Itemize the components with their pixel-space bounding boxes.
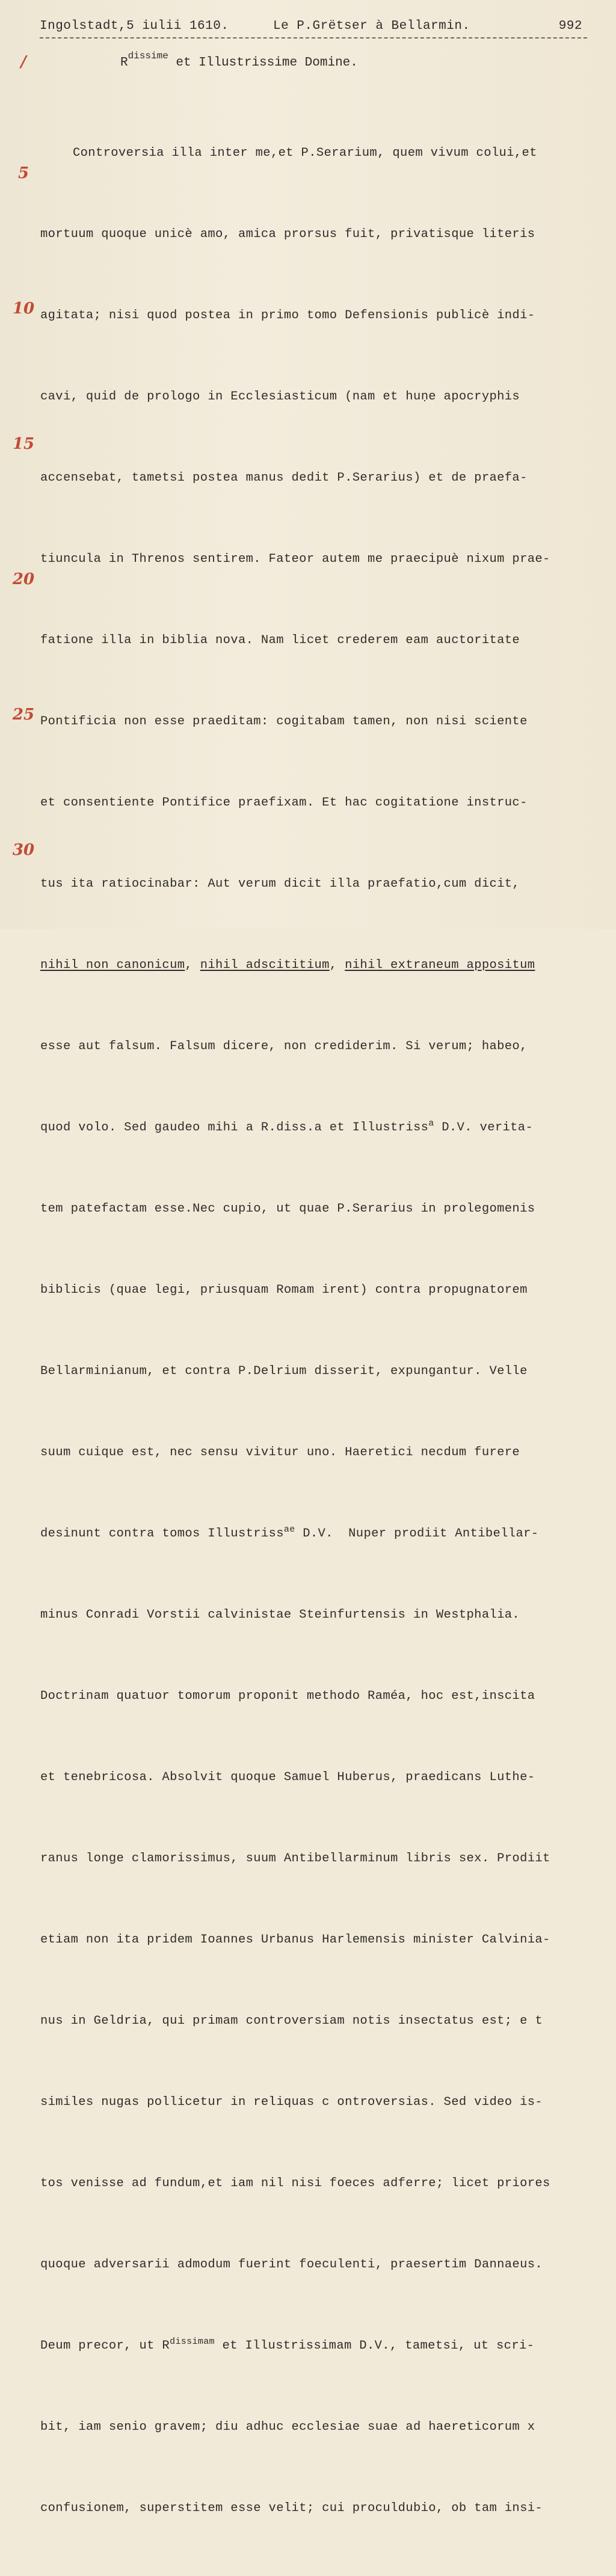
text-line: confusionem, superstitem esse velit; cui proculdubio, ob tam insi- (40, 2501, 543, 2515)
text-line: agitata; nisi quod postea in primo tomo Defensionis publicè indi- (40, 309, 535, 322)
margin-number-10: 10 (12, 300, 35, 318)
underlined-phrase: nihil adscititium (200, 958, 330, 972)
salutation-prefix: R (120, 56, 128, 70)
place-date: Ingolstadt,5 iulii 1610. (40, 19, 229, 33)
letter-body (40, 85, 594, 2576)
text-line: biblicis (quae legi, priusquam Romam irent) contra propugnatorem (40, 1283, 528, 1297)
text-line: accensebat, tametsi postea manus dedit P.Serarius) et de praefa- (40, 471, 528, 485)
text-line: tiuncula in Threnos sentirem. Fateor autem me praecipuè nixum prae- (40, 552, 550, 566)
text-line: mortuum quoque unicè amo, amica prorsus fuit, privatisque literis (40, 227, 535, 241)
margin-mark-1: / (20, 53, 26, 71)
page-header (40, 18, 587, 39)
text-line (40, 2332, 594, 2359)
text-segment: D.V. Nuper prodiit Antibellar- (295, 1527, 539, 1541)
text-line: Pontificia non esse praeditam: cogitabam tamen, non nisi sciente (40, 715, 528, 729)
margin-number-30: 30 (12, 841, 35, 859)
superscript: dissimam (170, 2337, 215, 2347)
text-line: suum cuique est, nec sensu vivitur uno. Haeretici necdum furere (40, 1446, 520, 1459)
margin-number-25: 25 (12, 706, 35, 724)
underlined-phrase: nihil extraneum appositum (345, 958, 535, 972)
text-line: ranus longe clamorissimus, suum Antibellarminum libris sex. Prodiit (40, 1852, 550, 1866)
text-line: fatione illa in biblia nova. Nam licet crederem eam auctoritate (40, 633, 520, 647)
underlined-phrase: nihil non canonicum (40, 958, 185, 972)
salutation-rest: et Illustrissime Domine. (168, 56, 358, 70)
text-line: minus Conradi Vorstii calvinistae Steinfurtensis in Westphalia. (40, 1608, 520, 1622)
text-line: nus in Geldria, qui primam controversiam notis insectatus est; e t (40, 2014, 543, 2028)
text-segment: et Illustrissimam D.V., tametsi, ut scri- (214, 2339, 535, 2353)
text-line: quoque adversarii admodum fuerint foeculenti, praesertim Dannaeus. (40, 2258, 543, 2272)
text-line: etiam non ita pridem Ioannes Urbanus Harlemensis minister Calvinia- (40, 1933, 550, 1947)
superscript: ae (283, 1524, 295, 1535)
text-line: similes nugas pollicetur in reliquas c ontroversias. Sed video is- (40, 2095, 543, 2109)
text-segment: desinunt contra tomos Illustriss (40, 1527, 284, 1541)
text-line: bit, iam senio gravem; diu adhuc ecclesiae suae ad haereticorum x (40, 2420, 535, 2434)
text-line: et consentiente Pontifice praefixam. Et hac cogitatione instruc- (40, 796, 528, 810)
margin-number-15: 15 (12, 435, 35, 453)
text-line: et tenebricosa. Absolvit quoque Samuel Huberus, praedicans Luthe- (40, 1770, 535, 1784)
text-line: Doctrinam quatuor tomorum proponit methodo Raméa, hoc est,inscita (40, 1689, 535, 1703)
text-line: Bellarminianum, et contra P.Delrium disserit, expungantur. Velle (40, 1364, 528, 1378)
text-line: tos venisse ad fundum,et iam nil nisi foeces adferre; licet priores (40, 2177, 550, 2190)
separator: , (329, 958, 345, 972)
text-line: tem patefactam esse.Nec cupio, ut quae P.Serarius in prolegomenis (40, 1202, 535, 1216)
text-line: cavi, quid de prologo in Ecclesiasticum (nam et huṇe apocryphis (40, 390, 520, 404)
text-line: esse aut falsum. Falsum dicere, non crediderim. Si verum; habeo, (40, 1040, 528, 1053)
text-line-underlined (40, 952, 594, 979)
correspondents: Le P.Grëtser à Bellarmin. (273, 19, 470, 33)
margin-number-5: 5 (17, 164, 29, 182)
text-segment: quod volo. Sed gaudeo mihi a R.diss.a et Illustriss (40, 1121, 429, 1135)
text-segment: D.V. verita- (434, 1121, 534, 1135)
text-line (40, 1520, 594, 1547)
salutation-superscript: dissime (128, 51, 168, 61)
text-line (40, 1114, 594, 1141)
superscript: a (428, 1118, 434, 1129)
text-line: tus ita ratiocinabar: Aut verum dicit illa praefatio,cum dicit, (40, 877, 520, 891)
salutation (120, 53, 358, 70)
margin-number-20: 20 (12, 570, 35, 588)
text-line: Controversia illa inter me,et P.Serarium, quem vivum colui,et (73, 146, 537, 160)
text-segment: Deum precor, ut R (40, 2339, 170, 2353)
separator: , (185, 958, 200, 972)
page-number: 992 (558, 19, 582, 33)
